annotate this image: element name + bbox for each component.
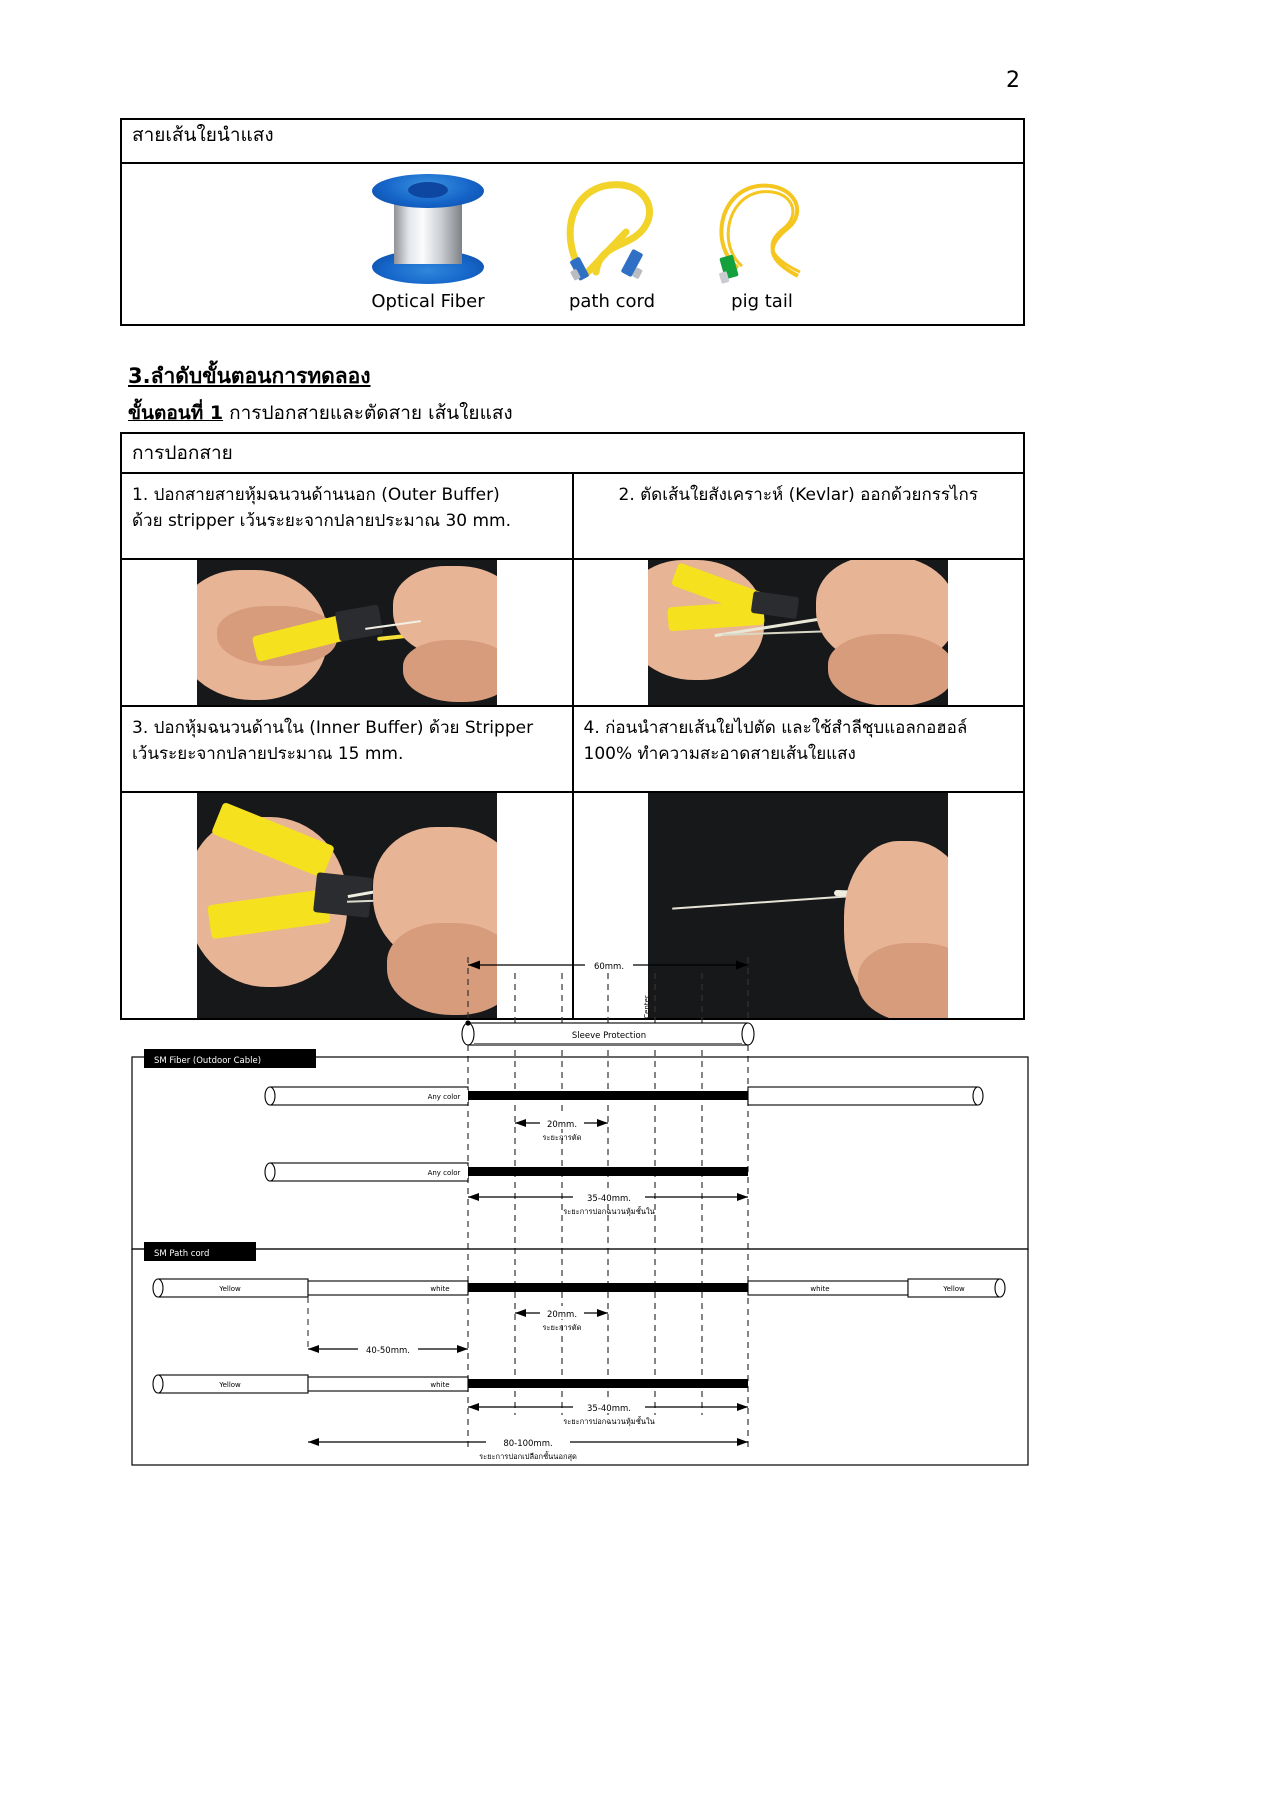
table-row <box>121 559 1024 706</box>
step-2-line-1: 2. ตัดเส้นใยสังเคราะห์ (Kevlar) ออกด้วยกรรไกร <box>618 485 978 505</box>
materials-table <box>120 118 1025 326</box>
stripping-outer-buffer-photo <box>122 560 572 705</box>
step-3-line-2: เว้นระยะจากปลายประมาณ 15 mm. <box>132 744 404 765</box>
table-row <box>121 473 1024 559</box>
sm-fiber-section-box <box>132 1057 1028 1249</box>
sm-fiber-row-2-jacket-label: Any color <box>427 1169 461 1177</box>
step-heading <box>128 398 513 428</box>
pc-row-1-mid-label: white <box>430 1285 450 1293</box>
step-1-photo-cell <box>121 559 573 706</box>
step-heading-text: การปอกสายและตัดสาย เส้นใยแสง <box>223 402 513 424</box>
sm-fiber-row-1-jacket-label: Any color <box>427 1093 461 1101</box>
fiber-spool-icon <box>372 174 484 284</box>
pc-row-1-left-label: Yellow <box>219 1285 241 1293</box>
table-row <box>121 706 1024 792</box>
cutting-kevlar-photo <box>574 560 1024 705</box>
step-2-text <box>573 473 1025 559</box>
step-4-line-1: 4. ก่อนนำสายเส้นใยไปตัด และใช้สำลีชุบแอลกอฮอล์ <box>583 718 968 738</box>
procedure-table <box>120 432 1025 1020</box>
specimen-optical-fiber <box>371 174 485 312</box>
sm-fiber-row-2-dimension: 35-40mm. <box>587 1194 631 1204</box>
step-1-line-1: 1. ปอกสายสายหุ้มฉนวนด้านนอก (Outer Buffer) <box>132 485 500 505</box>
step-1-line-2: ด้วย stripper เว้นระยะจากปลายประมาณ 30 mm. <box>132 511 512 532</box>
diagram-canvas <box>130 945 1030 1475</box>
step-3-line-1: 3. ปอกหุ้มฉนวนด้านใน (Inner Buffer) ด้วย Stripper <box>132 718 534 738</box>
sleeve-protection-group <box>462 1020 754 1045</box>
pigtail-icon <box>702 172 822 284</box>
step-3-text <box>121 706 573 792</box>
step-heading-label: ขั้นตอนที่ 1 <box>128 402 224 424</box>
overall-dimension-note: ระยะการปอกเปลือกชั้นนอกสุด <box>479 1452 577 1461</box>
sm-fiber-row-2 <box>265 1163 748 1216</box>
pc-row-2-left-label: Yellow <box>219 1381 241 1389</box>
specimen-caption: pig tail <box>731 291 793 312</box>
sm-path-cord-title: SM Path cord <box>154 1249 210 1259</box>
center-label: Center <box>643 995 651 1019</box>
pc-row-1-dimension-2: 40-50mm. <box>366 1346 410 1356</box>
sm-path-cord-row-1 <box>153 1279 1005 1356</box>
specimen-pig-tail <box>702 172 822 312</box>
top-dimension-label: 60mm. <box>593 962 625 972</box>
specimen-patch-cord <box>552 172 672 312</box>
pc-row-2-dimension: 35-40mm. <box>587 1404 631 1414</box>
materials-table-body <box>121 163 1024 325</box>
sm-fiber-row-2-note: ระยะการปอกฉนวนหุ้มชั้นใน <box>563 1207 655 1216</box>
pc-row-1-note: ระยะการตัด <box>542 1323 582 1332</box>
fiber-preparation-diagram <box>130 945 1030 1475</box>
table-row <box>121 433 1024 473</box>
specimen-row <box>122 164 1023 324</box>
step-4-text <box>573 706 1025 792</box>
step-2-photo-cell <box>573 559 1025 706</box>
step-1-text <box>121 473 573 559</box>
sleeve-protection-label: Sleeve Protection <box>571 1031 647 1041</box>
sm-fiber-row-1 <box>265 1087 983 1142</box>
specimen-caption: path cord <box>568 291 656 312</box>
pc-row-1-mid-right-label: white <box>810 1285 830 1293</box>
sm-fiber-title: SM Fiber (Outdoor Cable) <box>154 1056 262 1066</box>
pc-row-1-dimension: 20mm. <box>546 1310 578 1320</box>
pc-row-2-mid-label: white <box>430 1381 450 1389</box>
pc-row-2-note: ระยะการปอกฉนวนหุ้มชั้นใน <box>563 1417 655 1426</box>
sm-fiber-row-1-dimension: 20mm. <box>546 1120 578 1130</box>
sm-path-cord-row-2 <box>153 1375 748 1426</box>
step-4-line-2: 100% ทำความสะอาดสายเส้นใยแสง <box>583 744 856 765</box>
materials-table-header: สายเส้นใยนำแสง <box>121 119 1024 163</box>
pc-row-1-right-label: Yellow <box>943 1285 965 1293</box>
top-dimension-group <box>468 958 748 972</box>
overall-dimension: 80-100mm. <box>503 1439 553 1449</box>
patch-cord-icon <box>552 172 672 284</box>
overall-dimension-group <box>308 1435 748 1461</box>
sm-fiber-row-1-note: ระยะการตัด <box>542 1133 582 1142</box>
section-heading: 3.ลำดับขั้นตอนการทดลอง <box>128 364 371 388</box>
procedure-table-header: การปอกสาย <box>121 433 1024 473</box>
specimen-caption: Optical Fiber <box>371 291 485 312</box>
page-number: 2 <box>1006 68 1020 93</box>
